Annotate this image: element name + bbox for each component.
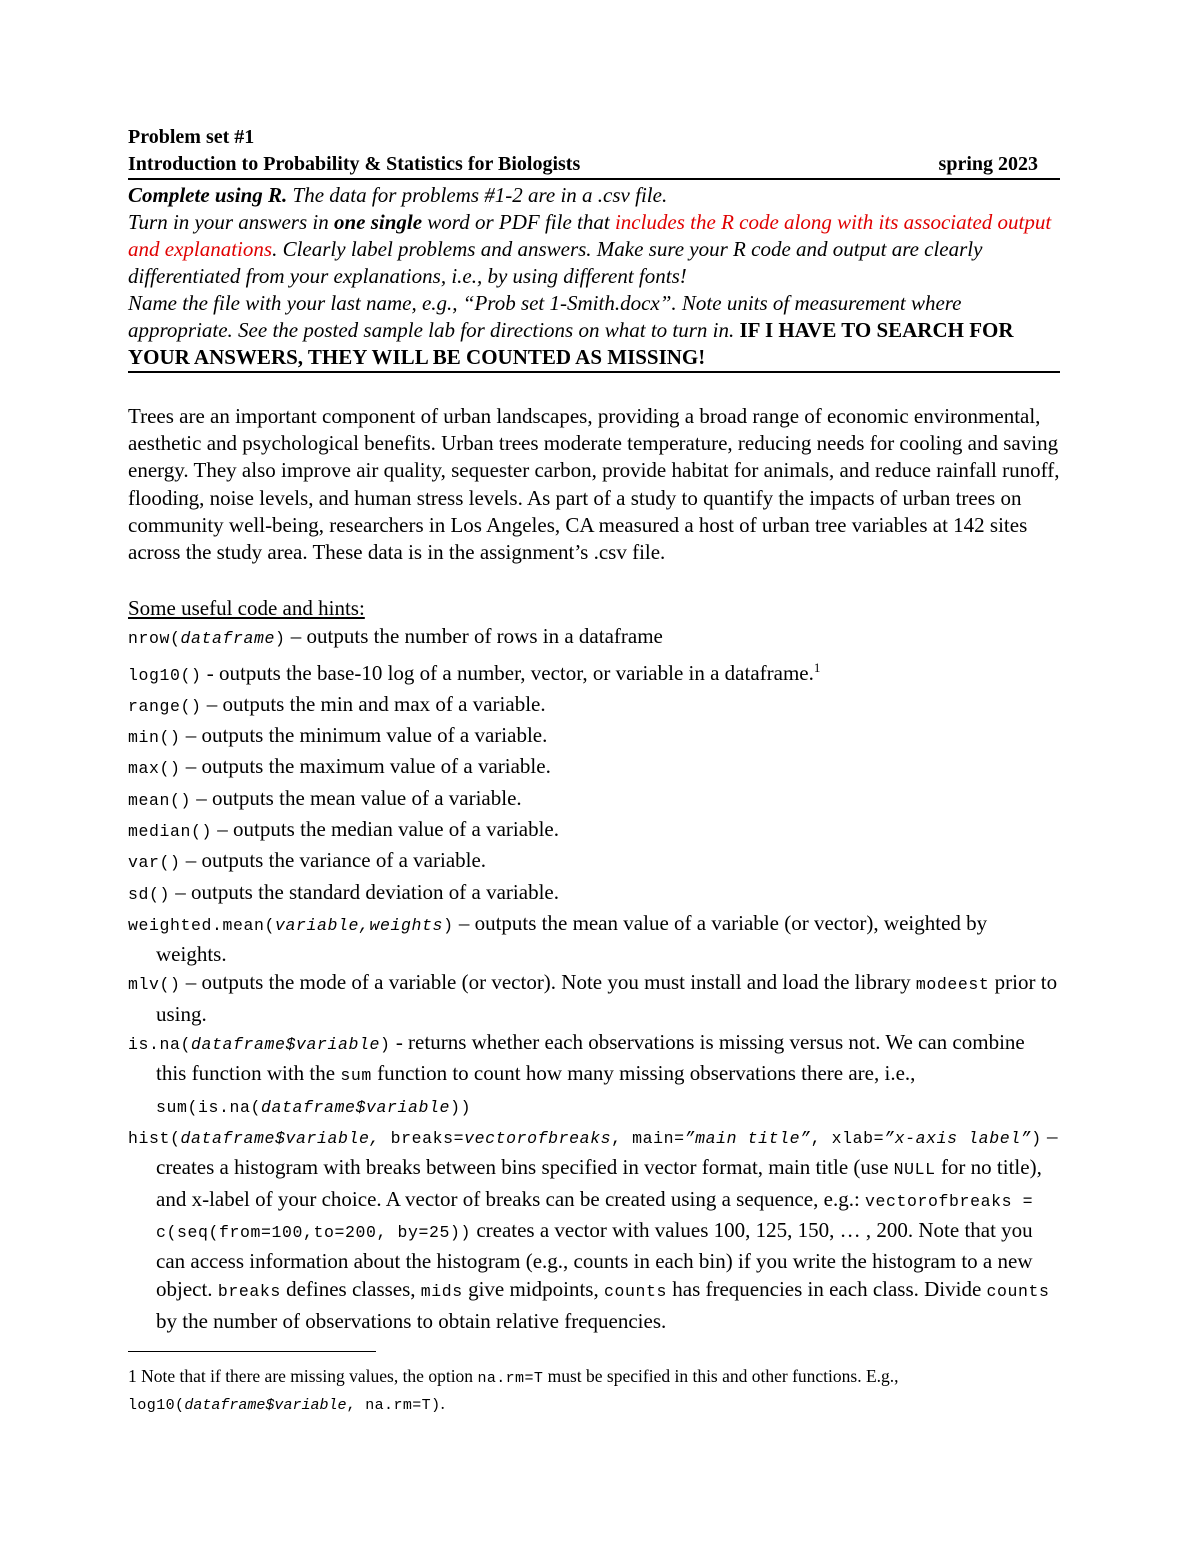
code-modeest: modeest (915, 975, 990, 995)
hint-median-desc: – outputs the median value of a variable. (212, 817, 559, 841)
hint-is-na-desc: - returns whether each observations is missing versus not. We can combine this function with the (156, 1030, 1025, 1086)
code-mlv: mlv() (128, 975, 181, 995)
instr-missing-warning: IF I HAVE TO SEARCH FOR YOUR ANSWERS, THEY WILL BE COUNTED AS MISSING! (128, 318, 1014, 369)
code-is-na-close: ) (380, 1035, 391, 1055)
code-weighted-mean-close: ) (443, 915, 454, 935)
code-hist-main: , main= (611, 1128, 685, 1148)
hint-weighted-mean-desc: – outputs the mean value of a variable (or vector), weighted by weights. (156, 910, 988, 967)
code-log10-example-close: , na.rm=T) (346, 1397, 441, 1415)
code-counts-2: counts (986, 1282, 1050, 1302)
code-mean: mean() (128, 790, 192, 810)
code-hist-xlab: , xlab= (810, 1128, 885, 1148)
hint-range-desc: – outputs the min and max of a variable. (201, 691, 546, 716)
hints-heading: Some useful code and hints: (128, 596, 365, 621)
code-na-rm: na.rm=T (477, 1370, 544, 1388)
code-seq-example: vectorofbreaks = c(seq(from=100,to=200, by=25)) (156, 1191, 1034, 1242)
code-max: max() (128, 759, 181, 779)
instr-one-single: one single (333, 210, 423, 234)
hint-mlv-desc: – outputs the mode of a variable (or vector). Note you must install and load the library (180, 970, 916, 995)
code-nrow: nrow( (128, 629, 181, 649)
hint-range (128, 690, 1060, 721)
code-hist-arg3: ”main title” (684, 1128, 811, 1148)
footnote-1 (128, 1364, 1060, 1418)
code-hist-close: ) (1031, 1128, 1042, 1148)
hint-log10 (128, 654, 1060, 690)
code-is-na-arg: dataframe$variable (191, 1035, 381, 1055)
hint-hist-desc5: give midpoints, (462, 1277, 604, 1302)
hint-nrow (128, 622, 1060, 653)
code-hist-arg4: ”x-axis label” (884, 1128, 1032, 1148)
hint-min (128, 721, 1060, 752)
code-min: min() (128, 728, 181, 748)
hint-sd (128, 878, 1060, 909)
footnote-text: 1 Note that if there are missing values, the option (128, 1366, 478, 1387)
instr-red-requirement: includes the R code along with its associated output and explanations (128, 210, 1052, 261)
instructions-block (128, 182, 1060, 373)
code-hist-arg1: dataframe$variable, (180, 1128, 391, 1148)
code-sum-example: sum(is.na( (156, 1097, 262, 1117)
term-label: spring 2023 (938, 153, 1038, 175)
hint-hist-desc2: for no title), and x-label of your choice. A vector of breaks can be created using a sequence, e.g.: (156, 1155, 1042, 1211)
hint-nrow-desc: – outputs the number of rows in a dataframe (285, 624, 663, 649)
footnote-end: . (440, 1393, 445, 1414)
code-null: NULL (893, 1160, 936, 1180)
hint-mlv (128, 968, 1060, 1028)
code-var: var() (128, 853, 181, 873)
code-sum-example-arg: dataframe$variable (261, 1097, 451, 1117)
hint-weighted-mean (128, 909, 1060, 969)
hint-var (128, 846, 1060, 877)
instr-label-note: . Clearly label problems and answers. Make sure your R code and output are clearly differentiated from your explanations, i.e., by using different fonts! (128, 237, 983, 288)
hint-hist-desc1: – creates a histogram with breaks between bins specified in vector format, main title (use (156, 1123, 1058, 1180)
hint-sd-desc: – outputs the standard deviation of a variable. (170, 879, 559, 904)
hint-mean-desc: – outputs the mean value of a variable. (191, 785, 522, 810)
hint-var-desc: – outputs the variance of a variable. (180, 848, 487, 873)
document-page (128, 124, 1060, 1418)
code-log10-example-arg: dataframe$variable (184, 1397, 347, 1415)
code-nrow-arg: dataframe (180, 629, 276, 649)
instr-complete-r: Complete using R. (128, 183, 288, 207)
hint-is-na (128, 1028, 1060, 1122)
hint-log10-desc: - outputs the base-10 log of a number, vector, or variable in a dataframe. (201, 660, 814, 685)
code-sd: sd() (128, 884, 171, 904)
instr-file-type: word or PDF file that (422, 210, 615, 234)
code-range: range() (128, 696, 202, 716)
hint-hist-desc6: has frequencies in each class. Divide (667, 1277, 987, 1302)
code-hist-arg2: vectorofbreaks (464, 1128, 612, 1148)
code-sum-example-close: )) (450, 1097, 472, 1117)
hint-median (128, 815, 1060, 846)
code-sum: sum (340, 1066, 372, 1086)
code-breaks: breaks (217, 1282, 281, 1302)
footnote-ref[interactable]: 1 (813, 659, 821, 675)
code-mids: mids (420, 1282, 463, 1302)
code-log10-example: log10( (128, 1397, 185, 1415)
course-title-row (128, 151, 1060, 180)
code-counts: counts (603, 1282, 667, 1302)
course-title: Introduction to Probability & Statistics for Biologists (128, 153, 581, 175)
code-median: median() (128, 822, 213, 841)
footnote-separator (128, 1351, 376, 1352)
hint-hist-desc4: defines classes, (280, 1277, 421, 1302)
code-weighted-mean: weighted.mean( (128, 915, 276, 935)
problem-set-title: Problem set #1 (128, 126, 255, 148)
hint-mean (128, 784, 1060, 815)
code-is-na: is.na( (128, 1035, 192, 1055)
hint-is-na-desc2: function to count how many missing observations there are, i.e., (371, 1061, 916, 1086)
code-hist-breaks: breaks= (390, 1128, 465, 1148)
code-weighted-mean-arg: variable,weights (275, 915, 444, 935)
hint-min-desc: – outputs the minimum value of a variable. (180, 723, 548, 748)
instr-filename-note: Name the file with your last name, e.g., “Prob set 1-Smith.docx”. Note units of measurement where appropriate. See the posted sample lab for directions on what to turn in. (128, 291, 962, 342)
hint-max-desc: – outputs the maximum value of a variable. (180, 754, 551, 779)
code-nrow-close: ) (275, 629, 286, 649)
code-hist: hist( (128, 1128, 181, 1148)
hint-max (128, 752, 1060, 783)
hint-mlv-desc2: prior to using. (156, 970, 1058, 1026)
footnote-text-mid: must be specified in this and other functions. E.g., (543, 1366, 899, 1387)
hint-hist-desc3: creates a vector with values 100, 125, 150, … , 200. Note that you can access information about the histogram (e.g., counts in each bin) if you write the histogram to a new object. (156, 1217, 1033, 1302)
hint-hist (128, 1122, 1060, 1335)
code-log10: log10() (128, 665, 202, 685)
instr-data-note: The data for problems #1-2 are in a .csv file. (287, 183, 668, 207)
instr-turn-in: Turn in your answers in (128, 210, 334, 234)
hint-hist-desc7: by the number of observations to obtain relative frequencies. (156, 1308, 667, 1333)
intro-paragraph: Trees are an important component of urban landscapes, providing a broad range of economic environmental, aesthetic and psychological benefits. Urban trees moderate temperature, reducing needs for cooling and saving energy. They also improve air quality, sequester carbon, provide habitat for animals, and reduce rainfall runoff, flooding, noise levels, and human stress levels. As part of a study to quantify the impacts of urban trees on community well-being, researchers in Los Angeles, CA measured a host of urban tree variables at 142 sites across the study area. These data is in the assignment’s .csv file. (128, 404, 1060, 565)
